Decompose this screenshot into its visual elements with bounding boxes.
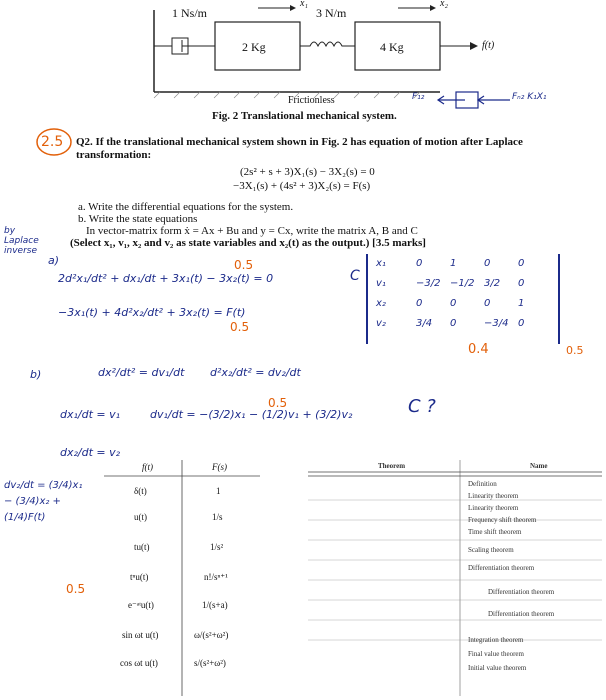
state-eq-4: dv₂/dt = (3/4)x₁ − (3/4)x₂ + (1/4)F(t) [4, 480, 83, 523]
matrix-cell: 0 [518, 318, 525, 329]
laplace-table [104, 460, 260, 696]
theorem-name: Linearity theorem [468, 492, 519, 500]
sketch-force-label: F₁₂ [412, 92, 425, 102]
question-mark-note: C ? [408, 396, 436, 417]
table-row: s/(s²+ω²) [194, 658, 226, 668]
theorem-name: Differentiation theorem [488, 610, 555, 618]
theorem-name: Time shift theorem [468, 528, 522, 536]
table-row: u(t) [134, 512, 147, 522]
table-header-fs: F(s) [212, 462, 227, 472]
theorem-name: Final value theorem [468, 650, 524, 658]
theorem-name: Differentiation theorem [468, 564, 535, 572]
grade-d: 0.5 [66, 582, 86, 596]
matrix-cell: 0 [484, 258, 491, 269]
table-row: 1/s² [210, 542, 224, 552]
theorem-name: Scaling theorem [468, 546, 514, 554]
x1-label: x₁ [300, 0, 308, 9]
matrix-cell: 0 [450, 298, 457, 309]
state-vec-x2: x₂ [376, 298, 386, 309]
matrix-cell: 0 [484, 298, 491, 309]
table-header-ft: f(t) [142, 462, 153, 472]
table-row: δ(t) [134, 486, 147, 496]
table-row: tⁿu(t) [130, 572, 149, 582]
mass1-label: 2 Kg [242, 40, 266, 54]
theorem-header: Theorem [378, 462, 406, 470]
part-b-text: b. Write the state equations [78, 213, 198, 225]
part-c-line1: In vector-matrix form ẋ = Ax + Bu and y = Cx, write the matrix A, B and C [86, 225, 418, 237]
matrix-cell: −3/4 [484, 318, 509, 329]
part-c-line2: (Select x₁, v₁, x₂ and v₂ as state variables and x₂(t) as the output.) [3.5 marks] [70, 237, 426, 249]
damper-label: 1 Ns/m [172, 6, 208, 20]
laplace-eq-1: (2s² + s + 3)X₁(s) − 3X₂(s) = 0 [240, 166, 375, 178]
part-b-label: b) [30, 368, 42, 381]
mass2-label: 4 Kg [380, 40, 404, 54]
table-row: n!/sⁿ⁺¹ [204, 572, 228, 582]
matrix-cell: 3/4 [416, 318, 433, 329]
state-eq-a: dx²/dt² = dv₁/dt [98, 366, 185, 379]
grade-b: 0.5 [268, 396, 288, 410]
theorem-name: Definition [468, 480, 497, 488]
grade-a2: 0.5 [230, 320, 250, 334]
ground-label: Frictionless [288, 95, 335, 106]
spring-label: 3 N/m [316, 6, 347, 20]
matrix-cell: −3/2 [416, 278, 441, 289]
state-vec-v1: v₁ [376, 278, 386, 289]
theorem-name: Integration theorem [468, 636, 524, 644]
c-mark: C [350, 268, 360, 284]
state-eq-b: d²x₂/dt² = dv₂/dt [210, 366, 301, 379]
diff-eq-1: 2d²x₁/dt² + dx₁/dt + 3x₁(t) − 3x₂(t) = 0 [58, 272, 274, 285]
theorem-name: Linearity theorem [468, 504, 519, 512]
name-header: Name [530, 462, 548, 470]
state-eq-3: dx₂/dt = v₂ [60, 446, 121, 459]
table-row: sin ωt u(t) [122, 630, 159, 640]
table-row: e⁻ᵃᵗu(t) [128, 600, 154, 610]
x2-label: x₂ [440, 0, 448, 9]
laplace-eq-2: −3X₁(s) + (4s² + 3)X₂(s) = F(s) [233, 180, 371, 192]
theorem-table [308, 460, 602, 696]
matrix-cell: 1 [450, 258, 457, 269]
state-eq-2: dv₁/dt = −(3/2)x₁ − (1/2)v₁ + (3/2)v₂ [150, 408, 353, 421]
matrix-cell: 1 [518, 298, 525, 309]
state-matrix [366, 254, 560, 344]
by-laplace-note: by Laplace inverse [4, 226, 39, 256]
state-eq-1: dx₁/dt = v₁ [60, 408, 121, 421]
table-row: 1/(s+a) [202, 600, 228, 610]
state-vec-v2: v₂ [376, 318, 386, 329]
state-vec-x1: x₁ [376, 258, 386, 269]
matrix-cell: 0 [450, 318, 457, 329]
grade-c2: 0.5 [566, 344, 584, 357]
part-a-label: a) [48, 254, 60, 267]
theorem-name: Frequency shift theorem [468, 516, 537, 524]
matrix-cell: 3/2 [484, 278, 501, 289]
matrix-cell: −1/2 [450, 278, 475, 289]
diff-eq-2: −3x₁(t) + 4d²x₂/dt² + 3x₂(t) = F(t) [58, 306, 246, 319]
part-a-text: a. Write the differential equations for the system. [78, 201, 294, 213]
table-row: 1/s [212, 512, 223, 522]
table-row: tu(t) [134, 542, 150, 552]
sketch-right-label: Fₙ₂ K₁X₁ [512, 92, 547, 102]
theorem-name: Initial value theorem [468, 664, 527, 672]
matrix-cell: 0 [416, 258, 423, 269]
theorem-name: Differentiation theorem [488, 588, 555, 596]
matrix-cell: 0 [416, 298, 423, 309]
figure-caption: Fig. 2 Translational mechanical system. [212, 110, 397, 122]
grade-a1: 0.5 [234, 258, 254, 272]
matrix-cell: 0 [518, 258, 525, 269]
table-row: cos ωt u(t) [120, 658, 158, 668]
score-value: 2.5 [41, 134, 64, 150]
matrix-cell: 0 [518, 278, 525, 289]
grade-c: 0.4 [468, 342, 489, 357]
force-label: f(t) [482, 40, 495, 51]
table-row: 1 [216, 486, 221, 496]
question-intro: Q2. If the translational mechanical system shown in Fig. 2 has equation of motion after Laplace transformation: [76, 136, 523, 161]
table-row: ω/(s²+ω²) [194, 630, 229, 640]
